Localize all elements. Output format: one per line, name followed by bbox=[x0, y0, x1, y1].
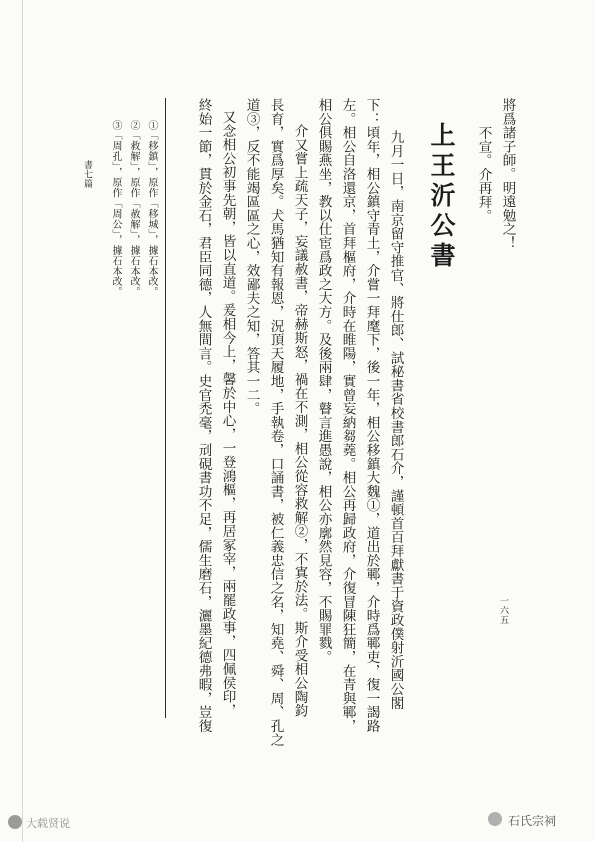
body-column: 九月一日，南京留守推官、將仕郎、試秘書省校書郎石介，謹頓首百拜獻書于資政僕射沂國公閣 bbox=[387, 130, 404, 710]
body-column: 下：頃年，相公鎮守青土，介嘗一拜麾下，後一年，相公移鎮大魏①，道出於鄆，介時爲鄆吏，復一謁路 bbox=[363, 98, 380, 733]
footnote-separator bbox=[165, 98, 166, 718]
wechat-icon bbox=[488, 812, 502, 826]
body-column: 介又嘗上疏天子，妄議赦書，帝赫斯怒，禍在不測，相公從容救解②，不寘於法。斯介受相公陶鈞 bbox=[291, 124, 308, 718]
footnote: ②「救解」，原作「赦解」，據石本改。 bbox=[128, 120, 139, 298]
body-column: 又念相公初事先朝，皆以直道。爰相今上，馨於中心，一登鴻樞，再居冢宰，兩罷政事，四佩侯印， bbox=[219, 110, 236, 718]
prev-letter-line-2: 不宣。介再拜。 bbox=[475, 126, 492, 223]
page-number: 一六五 bbox=[498, 596, 508, 625]
prev-letter-line-1: 將爲諸子師。明遠勉之！ bbox=[499, 98, 516, 250]
body-column: 相公俱賜燕坐，教以仕宦爲政之大方。及後兩肆，瞽言進愚說，相公亦廓然見容，不賜罪戮。 bbox=[315, 98, 332, 664]
body-column: 長育，實爲厚矣。犬馬猶知有報恩，況頂天履地，手執卷，口誦書，被仁義忠信之名，知堯、舜、周、孔之 bbox=[267, 98, 284, 747]
body-column: 左。相公自洛還京，首拜樞府，介時在睢陽，實曾妄納芻蕘。相公再歸政府，介復冒陳狂簡，在青與鄆， bbox=[339, 98, 356, 733]
body-column: 道③，反不能竭區區之心，效鄙夫之知，答其一二。 bbox=[243, 98, 260, 416]
scan-edge-line bbox=[22, 0, 23, 842]
running-head: 書七篇 bbox=[82, 160, 92, 189]
letter-title: 上王沂公書 bbox=[427, 122, 456, 272]
footnote: ①「移鎮」，原作「移城」，據石本改。 bbox=[146, 120, 157, 298]
footnote: ③「周孔」，原作「周公」，據石本改。 bbox=[110, 120, 121, 298]
watermark-logo-icon bbox=[8, 815, 22, 829]
body-column: 終始一節，貫於金石，君臣同德，人無間言。史官禿毫，刓硯書功不足，儒生磨石，灑墨紀德弗暇，豈復 bbox=[195, 98, 212, 733]
watermark-left: 大载贤说 bbox=[26, 817, 70, 830]
watermark-right: 石氏宗祠 bbox=[508, 814, 557, 828]
